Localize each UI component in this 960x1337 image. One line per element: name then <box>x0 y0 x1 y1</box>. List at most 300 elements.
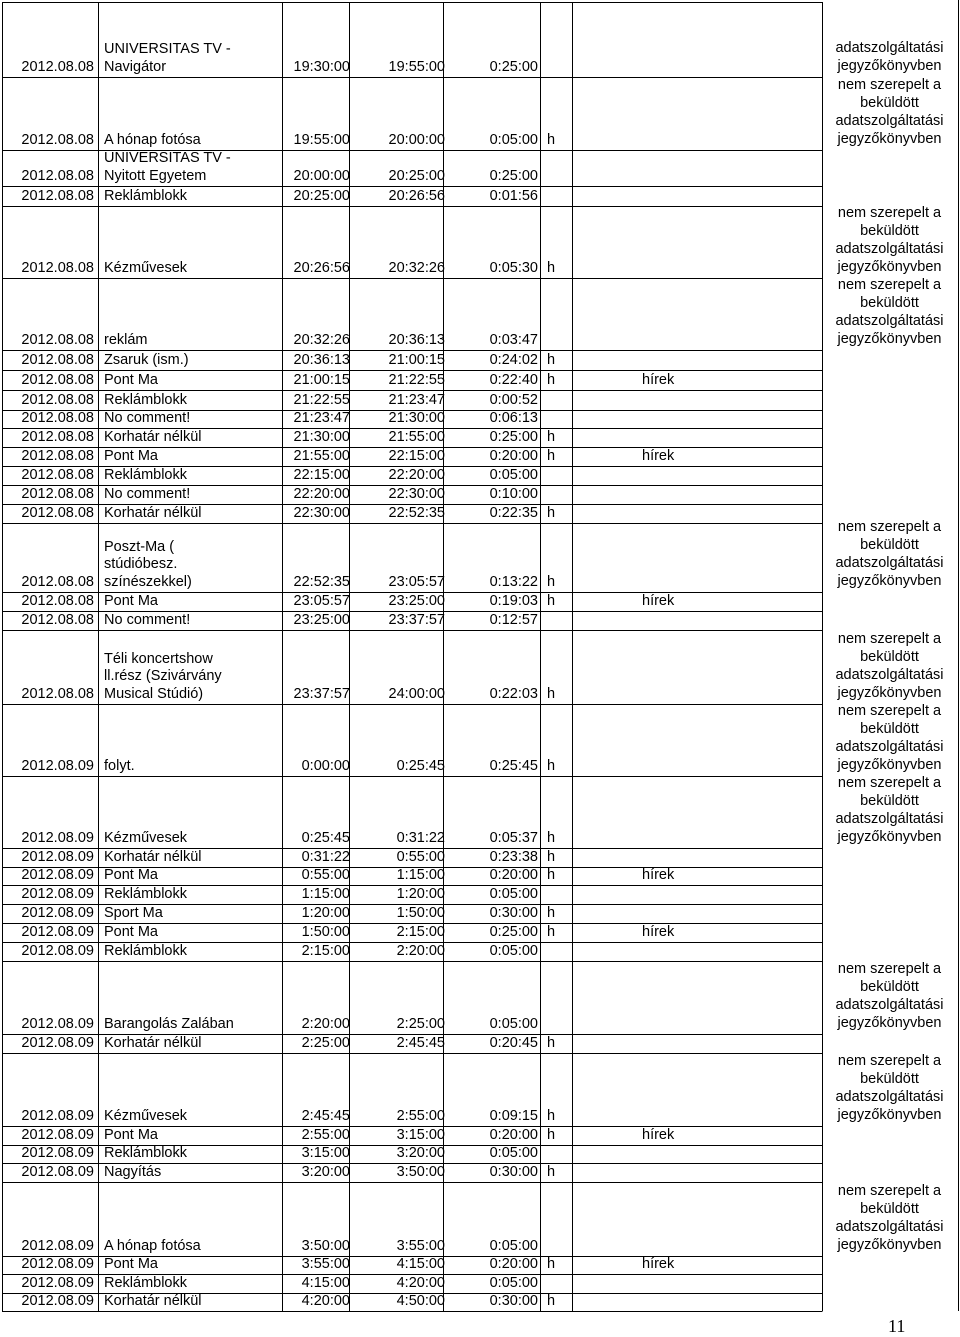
program-title-line: Kézművesek <box>104 259 188 276</box>
program-title-line: Reklámblokk <box>104 391 187 408</box>
cell-title <box>104 206 274 277</box>
cell-end <box>350 523 445 591</box>
program-title-line: stúdióbesz. <box>104 556 178 572</box>
cell-date <box>2 206 94 277</box>
cell-dur-value: 0:25:45 <box>489 757 538 774</box>
program-title-line: Kézművesek <box>104 1107 188 1124</box>
program-title-line: reklám <box>104 331 148 348</box>
cell-flag <box>547 867 567 884</box>
cell-date <box>2 1182 94 1255</box>
cell-tag <box>642 611 692 629</box>
note-line: beküldött <box>860 295 919 311</box>
cell-date-value: 2012.08.08 <box>21 685 94 702</box>
note-line: nem szerepelt a <box>837 703 942 719</box>
cell-flag <box>547 961 567 1033</box>
cell-end <box>350 942 445 960</box>
cell-start-value: 20:26:56 <box>293 259 350 276</box>
cell-dur-value: 0:05:37 <box>489 829 538 846</box>
note-not-in-report <box>822 204 957 276</box>
cell-dur <box>445 1274 538 1292</box>
cell-start-value: 22:20:00 <box>293 485 350 502</box>
cell-title <box>104 390 274 409</box>
note-line: nem szerepelt a <box>837 961 942 977</box>
cell-flag <box>547 447 567 465</box>
cell-flag-value: h <box>547 428 556 445</box>
cell-end-value: 21:22:55 <box>388 371 445 388</box>
note-not-in-report <box>822 630 957 702</box>
cell-end <box>350 776 445 847</box>
cell-end <box>350 485 445 503</box>
note-line: adatszolgáltatási <box>835 1089 944 1105</box>
cell-start <box>270 447 350 465</box>
cell-end-value: 23:05:57 <box>388 573 445 590</box>
program-title-line: Korhatár nélkül <box>104 1034 202 1051</box>
cell-date-value: 2012.08.09 <box>21 1255 94 1272</box>
note-line: adatszolgáltatási <box>835 1219 944 1235</box>
cell-dur <box>445 630 538 703</box>
cell-dur-value: 0:25:00 <box>489 58 538 75</box>
note-line: beküldött <box>860 537 919 553</box>
cell-start <box>270 370 350 389</box>
cell-tag <box>642 885 692 903</box>
cell-date <box>2 1034 94 1052</box>
cell-flag <box>547 1145 567 1162</box>
cell-tag <box>642 77 692 149</box>
cell-flag <box>547 1256 567 1273</box>
cell-dur <box>445 848 538 866</box>
cell-end-value: 1:20:00 <box>396 885 445 902</box>
cell-flag-value: h <box>547 1163 556 1180</box>
cell-flag-value: h <box>547 1126 556 1143</box>
cell-date <box>2 592 94 610</box>
cell-start <box>270 1126 350 1144</box>
cell-date-value: 2012.08.09 <box>21 1126 94 1143</box>
cell-date-value: 2012.08.08 <box>21 409 94 426</box>
cell-dur <box>445 923 538 941</box>
cell-tag <box>642 186 692 205</box>
note-not-in-report <box>822 39 957 75</box>
note-line: nem szerepelt a <box>837 1183 942 1199</box>
cell-date <box>2 848 94 866</box>
cell-end <box>350 77 445 149</box>
cell-dur-value: 0:05:00 <box>489 885 538 902</box>
cell-date-value: 2012.08.08 <box>21 611 94 628</box>
cell-date-value: 2012.08.09 <box>21 866 94 883</box>
cell-end-value: 21:55:00 <box>388 428 445 445</box>
note-line: jegyzőkönyvben <box>837 1107 942 1123</box>
cell-start-value: 0:55:00 <box>301 866 350 883</box>
note-line: beküldött <box>860 649 919 665</box>
cell-date-value: 2012.08.09 <box>21 1274 94 1291</box>
cell-date-value: 2012.08.08 <box>21 259 94 276</box>
note-line: jegyzőkönyvben <box>837 685 942 701</box>
cell-start-value: 23:05:57 <box>293 592 350 609</box>
cell-flag <box>547 485 567 503</box>
cell-end <box>350 504 445 522</box>
note-not-in-report <box>822 702 957 774</box>
cell-date-value: 2012.08.09 <box>21 942 94 959</box>
cell-dur-value: 0:20:45 <box>489 1034 538 1051</box>
cell-end-value: 0:55:00 <box>396 848 445 865</box>
cell-flag <box>547 1126 567 1144</box>
note-line: beküldött <box>860 793 919 809</box>
cell-dur <box>445 410 538 427</box>
cell-flag-value: h <box>547 447 556 464</box>
cell-flag-value: h <box>547 371 556 388</box>
cell-dur-value: 0:30:00 <box>489 1163 538 1180</box>
program-title-line: Téli koncertshow <box>104 650 213 667</box>
cell-tag <box>642 592 692 610</box>
cell-start <box>270 206 350 277</box>
cell-dur <box>445 1145 538 1162</box>
note-line: beküldött <box>860 95 919 111</box>
cell-dur <box>445 885 538 903</box>
program-title-line: Korhatár nélkül <box>104 428 202 445</box>
cell-title <box>104 904 274 922</box>
cell-date-value: 2012.08.09 <box>21 848 94 865</box>
cell-start-value: 2:25:00 <box>301 1034 350 1051</box>
note-line: beküldött <box>860 1201 919 1217</box>
program-title-line: Reklámblokk <box>104 885 187 902</box>
note-not-in-report <box>822 1182 957 1254</box>
note-line: nem szerepelt a <box>837 519 942 535</box>
cell-start-value: 20:36:13 <box>293 351 350 368</box>
cell-flag <box>547 904 567 922</box>
note-line: jegyzőkönyvben <box>837 1015 942 1031</box>
cell-end <box>350 961 445 1033</box>
cell-date <box>2 1274 94 1292</box>
program-title-line: A hónap fotósa <box>104 131 201 148</box>
cell-title <box>104 923 274 941</box>
cell-end <box>350 150 445 185</box>
cell-start-value: 4:20:00 <box>301 1292 350 1309</box>
program-title-line: Pont Ma <box>104 1126 158 1143</box>
cell-end-value: 2:15:00 <box>396 923 445 940</box>
cell-title <box>104 885 274 903</box>
cell-title <box>104 1034 274 1052</box>
program-title-line: UNIVERSITAS TV - <box>104 150 231 166</box>
cell-flag <box>547 611 567 629</box>
cell-date-value: 2012.08.08 <box>21 485 94 502</box>
cell-end-value: 2:45:45 <box>396 1034 445 1051</box>
cell-end <box>350 370 445 389</box>
cell-dur <box>445 350 538 369</box>
note-line: adatszolgáltatási <box>835 555 944 571</box>
cell-flag <box>547 704 567 775</box>
cell-start <box>270 2 350 76</box>
program-title-line: A hónap fotósa <box>104 1237 201 1254</box>
cell-title <box>104 370 274 389</box>
cell-title <box>104 186 274 205</box>
cell-end-value: 4:15:00 <box>396 1255 445 1272</box>
cell-end <box>350 1145 445 1162</box>
cell-dur-value: 0:25:00 <box>489 167 538 184</box>
cell-dur-value: 0:25:00 <box>489 923 538 940</box>
cell-dur-value: 0:01:56 <box>489 187 538 204</box>
note-line: jegyzőkönyvben <box>837 331 942 347</box>
cell-flag <box>547 1182 567 1255</box>
cell-end <box>350 1256 445 1273</box>
cell-dur-value: 0:20:00 <box>489 1255 538 1272</box>
cell-dur <box>445 1293 538 1310</box>
program-title-line: Reklámblokk <box>104 466 187 483</box>
cell-flag <box>547 150 567 185</box>
cell-end <box>350 1293 445 1310</box>
cell-start <box>270 1145 350 1162</box>
cell-end <box>350 1034 445 1052</box>
cell-start-value: 22:15:00 <box>293 466 350 483</box>
cell-start <box>270 504 350 522</box>
cell-date-value: 2012.08.08 <box>21 331 94 348</box>
cell-title <box>104 278 274 349</box>
cell-dur-value: 0:05:00 <box>489 1274 538 1291</box>
note-not-in-report <box>822 518 957 590</box>
cell-end-value: 0:25:45 <box>396 757 445 774</box>
cell-end <box>350 186 445 205</box>
cell-tag <box>642 466 692 484</box>
cell-start-value: 2:55:00 <box>301 1126 350 1143</box>
cell-end-value: 3:50:00 <box>396 1163 445 1180</box>
cell-end <box>350 704 445 775</box>
program-title-line: Sport Ma <box>104 904 163 921</box>
cell-start-value: 20:25:00 <box>293 187 350 204</box>
cell-flag-value: h <box>547 351 556 368</box>
cell-dur <box>445 278 538 349</box>
cell-start <box>270 923 350 941</box>
cell-end-value: 22:30:00 <box>388 485 445 502</box>
note-line: jegyzőkönyvben <box>837 58 942 74</box>
cell-dur <box>445 1182 538 1255</box>
cell-start-value: 23:37:57 <box>293 685 350 702</box>
cell-flag <box>547 1053 567 1125</box>
cell-dur-value: 0:05:00 <box>489 1237 538 1254</box>
cell-dur-value: 0:03:47 <box>489 331 538 348</box>
cell-start <box>270 186 350 205</box>
cell-title <box>104 704 274 775</box>
cell-end-value: 0:31:22 <box>396 829 445 846</box>
cell-tag <box>642 410 692 427</box>
cell-end-value: 3:55:00 <box>396 1237 445 1254</box>
cell-tag <box>642 370 692 389</box>
cell-date <box>2 942 94 960</box>
program-title-line: Nyitott Egyetem <box>104 167 207 184</box>
cell-tag <box>642 904 692 922</box>
cell-date <box>2 370 94 389</box>
note-not-in-report <box>822 276 957 348</box>
cell-date-value: 2012.08.09 <box>21 923 94 940</box>
cell-end <box>350 885 445 903</box>
program-title-line: Nagyítás <box>104 1163 162 1180</box>
cell-dur-value: 0:25:00 <box>489 428 538 445</box>
program-title-line: színészekkel) <box>104 573 192 590</box>
cell-date-value: 2012.08.08 <box>21 428 94 445</box>
cell-start-value: 22:52:35 <box>293 573 350 590</box>
cell-date <box>2 504 94 522</box>
cell-date <box>2 77 94 149</box>
program-title-line: No comment! <box>104 485 191 502</box>
cell-date-value: 2012.08.08 <box>21 447 94 464</box>
cell-title <box>104 410 274 427</box>
cell-dur-value: 0:05:30 <box>489 259 538 276</box>
cell-flag <box>547 350 567 369</box>
cell-dur-value: 0:22:03 <box>489 685 538 702</box>
cell-dur <box>445 447 538 465</box>
cell-end <box>350 1274 445 1292</box>
cell-dur <box>445 1053 538 1125</box>
cell-flag <box>547 390 567 409</box>
cell-tag <box>642 1145 692 1162</box>
cell-tag <box>642 390 692 409</box>
cell-flag <box>547 1274 567 1292</box>
cell-end-value: 3:20:00 <box>396 1144 445 1161</box>
cell-title <box>104 592 274 610</box>
cell-tag <box>642 961 692 1033</box>
note-line: beküldött <box>860 721 919 737</box>
cell-flag-value: h <box>547 904 556 921</box>
cell-dur-value: 0:22:35 <box>489 504 538 521</box>
cell-dur <box>445 390 538 409</box>
cell-date-value: 2012.08.08 <box>21 592 94 609</box>
cell-flag <box>547 630 567 703</box>
cell-date <box>2 611 94 629</box>
cell-start-value: 3:20:00 <box>301 1163 350 1180</box>
cell-flag-value: h <box>547 1255 556 1272</box>
cell-flag <box>547 1034 567 1052</box>
cell-tag-value: hírek <box>642 866 675 883</box>
cell-start <box>270 485 350 503</box>
program-title-line: No comment! <box>104 409 191 426</box>
cell-start-value: 19:30:00 <box>293 58 350 75</box>
cell-flag <box>547 410 567 427</box>
note-line: beküldött <box>860 1071 919 1087</box>
cell-start <box>270 278 350 349</box>
cell-dur <box>445 704 538 775</box>
cell-date-value: 2012.08.09 <box>21 885 94 902</box>
cell-title <box>104 447 274 465</box>
cell-dur-value: 0:00:52 <box>489 391 538 408</box>
cell-dur <box>445 942 538 960</box>
note-not-in-report <box>822 774 957 846</box>
cell-flag <box>547 1293 567 1310</box>
cell-tag-value: hírek <box>642 447 675 464</box>
cell-end <box>350 630 445 703</box>
cell-end-value: 23:37:57 <box>388 611 445 628</box>
cell-dur-value: 0:20:00 <box>489 1126 538 1143</box>
cell-date-value: 2012.08.09 <box>21 1237 94 1254</box>
note-not-in-report <box>822 960 957 1032</box>
cell-flag <box>547 923 567 941</box>
cell-start <box>270 942 350 960</box>
cell-flag-value: h <box>547 1034 556 1051</box>
cell-end-value: 20:25:00 <box>388 167 445 184</box>
cell-date <box>2 2 94 76</box>
cell-flag <box>547 186 567 205</box>
cell-end <box>350 1163 445 1181</box>
cell-end-value: 20:00:00 <box>388 131 445 148</box>
cell-start-value: 1:20:00 <box>301 904 350 921</box>
cell-tag-value: hírek <box>642 371 675 388</box>
cell-date-value: 2012.08.09 <box>21 1144 94 1161</box>
cell-date-value: 2012.08.09 <box>21 1163 94 1180</box>
cell-dur <box>445 370 538 389</box>
cell-end-value: 21:00:15 <box>388 351 445 368</box>
cell-end <box>350 848 445 866</box>
program-title-line: Pont Ma <box>104 1255 158 1272</box>
cell-title <box>104 1256 274 1273</box>
cell-dur-value: 0:20:00 <box>489 866 538 883</box>
cell-dur-value: 0:05:00 <box>489 131 538 148</box>
program-title-line: Poszt-Ma ( <box>104 538 175 555</box>
cell-flag-value: h <box>547 592 556 609</box>
program-title-line: folyt. <box>104 757 135 774</box>
cell-tag <box>642 776 692 847</box>
cell-end <box>350 390 445 409</box>
program-title-line: Kézművesek <box>104 829 188 846</box>
cell-end <box>350 1182 445 1255</box>
cell-end-value: 20:32:26 <box>388 259 445 276</box>
cell-end-value: 22:15:00 <box>388 447 445 464</box>
cell-end-value: 2:25:00 <box>396 1015 445 1032</box>
cell-title <box>104 77 274 149</box>
cell-tag <box>642 867 692 884</box>
cell-start-value: 22:30:00 <box>293 504 350 521</box>
note-line: beküldött <box>860 223 919 239</box>
note-line: jegyzőkönyvben <box>837 131 942 147</box>
cell-start-value: 21:22:55 <box>293 391 350 408</box>
cell-start <box>270 961 350 1033</box>
cell-end <box>350 1126 445 1144</box>
cell-date-value: 2012.08.09 <box>21 904 94 921</box>
cell-tag <box>642 504 692 522</box>
cell-dur-value: 0:05:00 <box>489 1144 538 1161</box>
cell-start <box>270 704 350 775</box>
cell-title <box>104 2 274 76</box>
cell-start <box>270 1256 350 1273</box>
cell-dur <box>445 150 538 185</box>
cell-title <box>104 776 274 847</box>
cell-tag <box>642 704 692 775</box>
cell-end <box>350 923 445 941</box>
cell-start-value: 1:15:00 <box>301 885 350 902</box>
cell-tag <box>642 630 692 703</box>
program-title-line: Reklámblokk <box>104 942 187 959</box>
cell-start <box>270 630 350 703</box>
cell-tag-value: hírek <box>642 1255 675 1272</box>
cell-end-value: 24:00:00 <box>388 685 445 702</box>
cell-flag-value: h <box>547 923 556 940</box>
cell-tag-value: hírek <box>642 592 675 609</box>
cell-date <box>2 1293 94 1310</box>
program-title-line: Reklámblokk <box>104 1274 187 1291</box>
cell-end-value: 22:20:00 <box>388 466 445 483</box>
cell-title <box>104 1126 274 1144</box>
cell-flag <box>547 370 567 389</box>
cell-tag <box>642 1126 692 1144</box>
cell-end <box>350 428 445 446</box>
cell-end-value: 20:26:56 <box>388 187 445 204</box>
cell-end-value: 4:50:00 <box>396 1292 445 1309</box>
cell-tag <box>642 1293 692 1310</box>
cell-end <box>350 466 445 484</box>
cell-dur <box>445 485 538 503</box>
note-line: adatszolgáltatási <box>835 811 944 827</box>
cell-date-value: 2012.08.09 <box>21 1034 94 1051</box>
cell-start <box>270 150 350 185</box>
cell-start <box>270 1053 350 1125</box>
note-line: adatszolgáltatási <box>835 40 944 56</box>
cell-flag-value: h <box>547 848 556 865</box>
program-title-line: Pont Ma <box>104 371 158 388</box>
